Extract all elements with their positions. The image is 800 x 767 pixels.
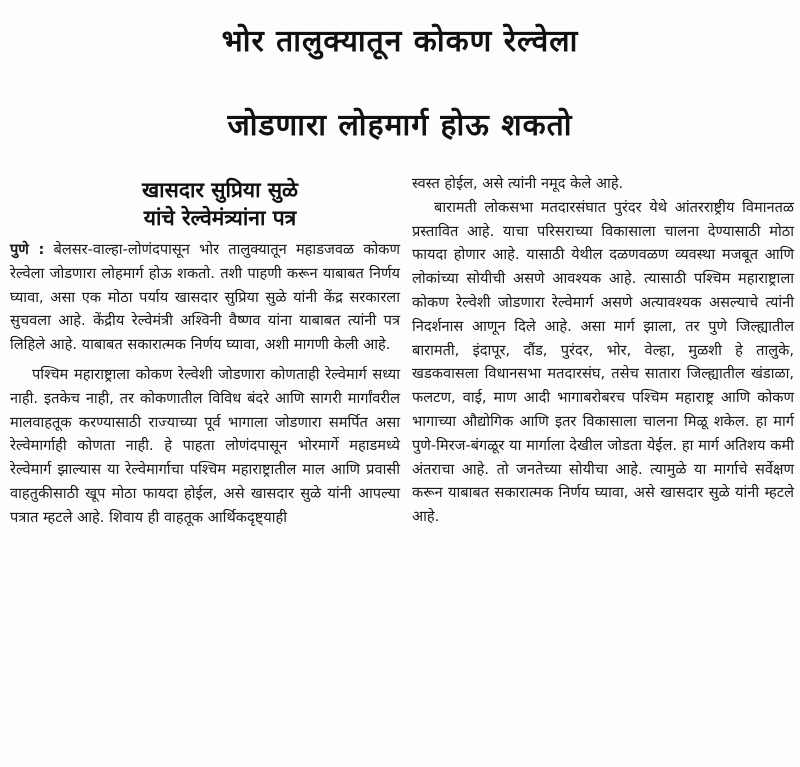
subheadline-line-2: यांचे रेल्वेमंत्र्यांना पत्र <box>143 206 297 230</box>
article-column-left <box>10 176 400 530</box>
headline-line-1: भोर तालुक्यातून कोकण रेल्वेला <box>221 24 579 59</box>
article-paragraph <box>10 238 400 357</box>
article-paragraph-text: बेलसर-वाल्हा-लोणंदपासून भोर तालुक्यातून महाडजवळ कोकण रेल्वेला जोडणारा लोहमार्ग होऊ शकतो. तशी पाहणी करून याबाबत निर्णय घ्यावा, असा एक मोठा पर्याय खासदार सुप्रिया सुळे यांनी केंद्र सरकारला सुचवला आहे. केंद्रीय रेल्वेमंत्री अश्विनी वैष्णव यांना याबाबत त्यांनी पत्र लिहिले आहे. याबाबत सकारात्मक निर्णय घ्यावा, अशी मागणी केली आहे. <box>10 241 400 354</box>
subheadline <box>10 176 400 232</box>
article-column-right <box>412 172 794 529</box>
subheadline-line-1: खासदार सुप्रिया सुळे <box>142 178 298 202</box>
article-paragraph: पश्चिम महाराष्ट्राला कोकण रेल्वेशी जोडणारा कोणताही रेल्वेमार्ग सध्या नाही. इतकेच नाही, तर कोकणातील विविध बंदरे आणि सागरी मार्गांवरील मालवाहतूक करण्यासाठी राज्याच्या पूर्व भागाला जोडणारा समर्पित असा रेल्वेमार्गाही कोणता नाही. हे पाहता लोणंदपासून भोरमार्गे महाडमध्ये रेल्वेमार्ग झाल्यास या रेल्वेमार्गाचा पश्चिम महाराष्ट्रातील माल आणि प्रवासी वाहतुकीसाठी खूप मोठा फायदा होईल, असे खासदार सुळे यांनी आपल्या पत्रात म्हटले आहे. शिवाय ही वाहतूक आर्थिकदृष्ट्याही <box>10 365 400 526</box>
article-paragraph: स्वस्त होईल, असे त्यांनी नमूद केले आहे. <box>412 175 624 192</box>
dateline: पुणे : <box>10 241 45 258</box>
headline-line-2: जोडणारा लोहमार्ग होऊ शकतो <box>227 108 573 143</box>
headline <box>0 0 800 168</box>
article-paragraph: बारामती लोकसभा मतदारसंघात पुरंदर येथे आंतरराष्ट्रीय विमानतळ प्रस्तावित आहे. याचा परिसराच्या विकासाला चालना देण्यासाठी मोठा फायदा होणार आहे. यासाठी येथील दळणवळण व्यवस्था मजबूत आणि लोकांच्या सोयीची असणे आवश्यक आहे. त्यासाठी पश्चिम महाराष्ट्राला कोकण रेल्वेशी जोडणारा रेल्वेमार्ग असणे अत्यावश्यक असल्याचे त्यांनी निदर्शनास आणून दिले आहे. असा मार्ग झाला, तर पुणे जिल्ह्यातील बारामती, इंदापूर, दौंड, पुरंदर, भोर, वेल्हा, मुळशी हे तालुके, खडकवासला विधानसभा मतदारसंघ, तसेच सातारा जिल्ह्यातील खंडाळा, फलटण, वाई, माण आदी भागाबरोबरच पश्चिम महाराष्ट्र आणि कोकण भागाच्या औद्योगिक आणि इतर विकासाला चालना मिळू शकेल. हा मार्ग पुणे-मिरज-बंगळूर या मार्गाला देखील जोडता येईल. हा मार्ग अतिशय कमी अंतराचा आहे. तो जनतेच्या सोयीचा आहे. त्यामुळे या मार्गाचे सर्वेक्षण करून याबाबत सकारात्मक निर्णय घ्यावा, असे खासदार सुळे यांनी म्हटले आहे. <box>412 198 794 526</box>
